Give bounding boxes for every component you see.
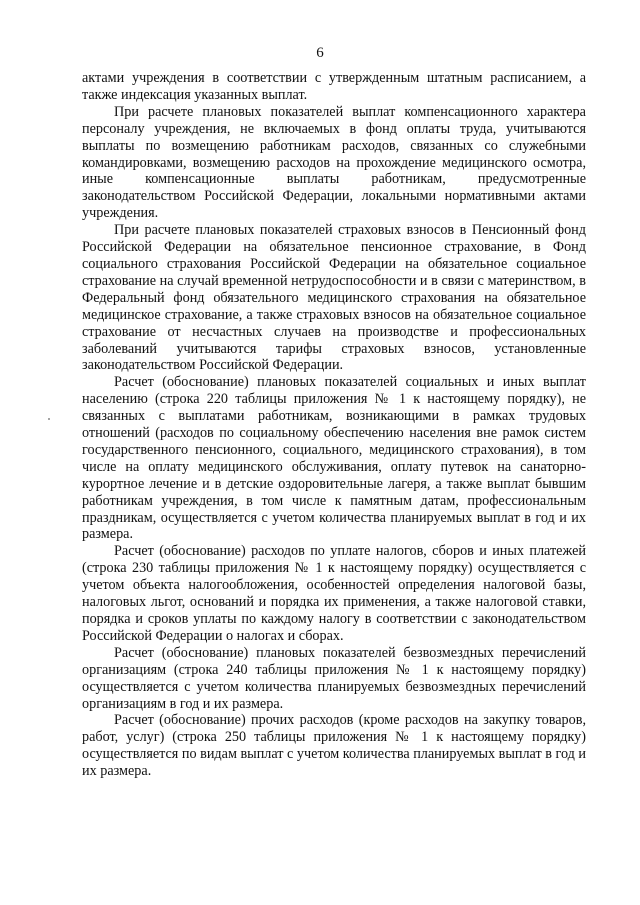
paragraph-compensation-payments: При расчете плановых показателей выплат компенсационного характера персоналу учреждения, не включаемых в фонд оплаты труда, учитываются выплаты по возмещению работникам расходов, связанных со служебными командировками, возмещению расходов на прохождение медицинского осмотра, иные компенсационные выплаты работникам, предусмотренные законодательством Российской Федерации, локальными нормативными актами учреждения. bbox=[82, 103, 586, 222]
paragraph-social-payments: Расчет (обоснование) плановых показателей социальных и иных выплат населению (строка 220 таблицы приложения № 1 к настоящему порядку), не связанных с выплатами работникам, возникающими в рамках трудовых отношений (расходов по социальному обеспечению населения вне рамок систем государственного пенсионного, социального, медицинского страхования), в том числе на оплату медицинского обслуживания, оплату путевок на санаторно-курортное лечение и в детские оздоровительные лагеря, а также выплат бывшим работникам учреждения, в том числе к памятным датам, профессиональным праздникам, осуществляется с учетом количества планируемых выплат в год и их размера. bbox=[82, 374, 586, 543]
page-number: 6 bbox=[316, 45, 324, 61]
scan-dot bbox=[48, 418, 50, 420]
paragraph-taxes-and-fees: Расчет (обоснование) расходов по уплате налогов, сборов и иных платежей (строка 230 таблицы приложения № 1 к настоящему порядку) осуществляется с учетом объекта налогообложения, особенностей определения налоговой базы, налоговых льгот, оснований и порядка их применения, а также налоговой ставки, порядка и сроков уплаты по каждому налогу в соответствии с законодательством Российской Федерации о налогах и сборах. bbox=[82, 543, 586, 644]
paragraph-other-expenses: Расчет (обоснование) прочих расходов (кроме расходов на закупку товаров, работ, услуг) (строка 250 таблицы приложения № 1 к настоящему порядку) осуществляется по видам выплат с учетом количества планируемых выплат в год и их размера. bbox=[82, 712, 586, 780]
document-body bbox=[82, 70, 586, 780]
paragraph-gratuitous-transfers: Расчет (обоснование) плановых показателей безвозмездных перечислений организациям (строка 240 таблицы приложения № 1 к настоящему порядку) осуществляется с учетом количества планируемых безвозмездных перечислений организациям в год и их размера. bbox=[82, 644, 586, 712]
paragraph-insurance-contributions: При расчете плановых показателей страховых взносов в Пенсионный фонд Российской Федерации на обязательное пенсионное страхование, в Фонд социального страхования Российской Федерации на обязательное социальное страхование на случай временной нетрудоспособности и в связи с материнством, в Федеральный фонд обязательного медицинского страхования на обязательное медицинское страхование, а также страховых взносов на обязательное социальное страхование от несчастных случаев на производстве и профессиональных заболеваний учитываются тарифы страховых взносов, установленные законодательством Российской Федерации. bbox=[82, 222, 586, 374]
paragraph-continuation: актами учреждения в соответствии с утвержденным штатным расписанием, а также индексация указанных выплат. bbox=[82, 70, 586, 103]
